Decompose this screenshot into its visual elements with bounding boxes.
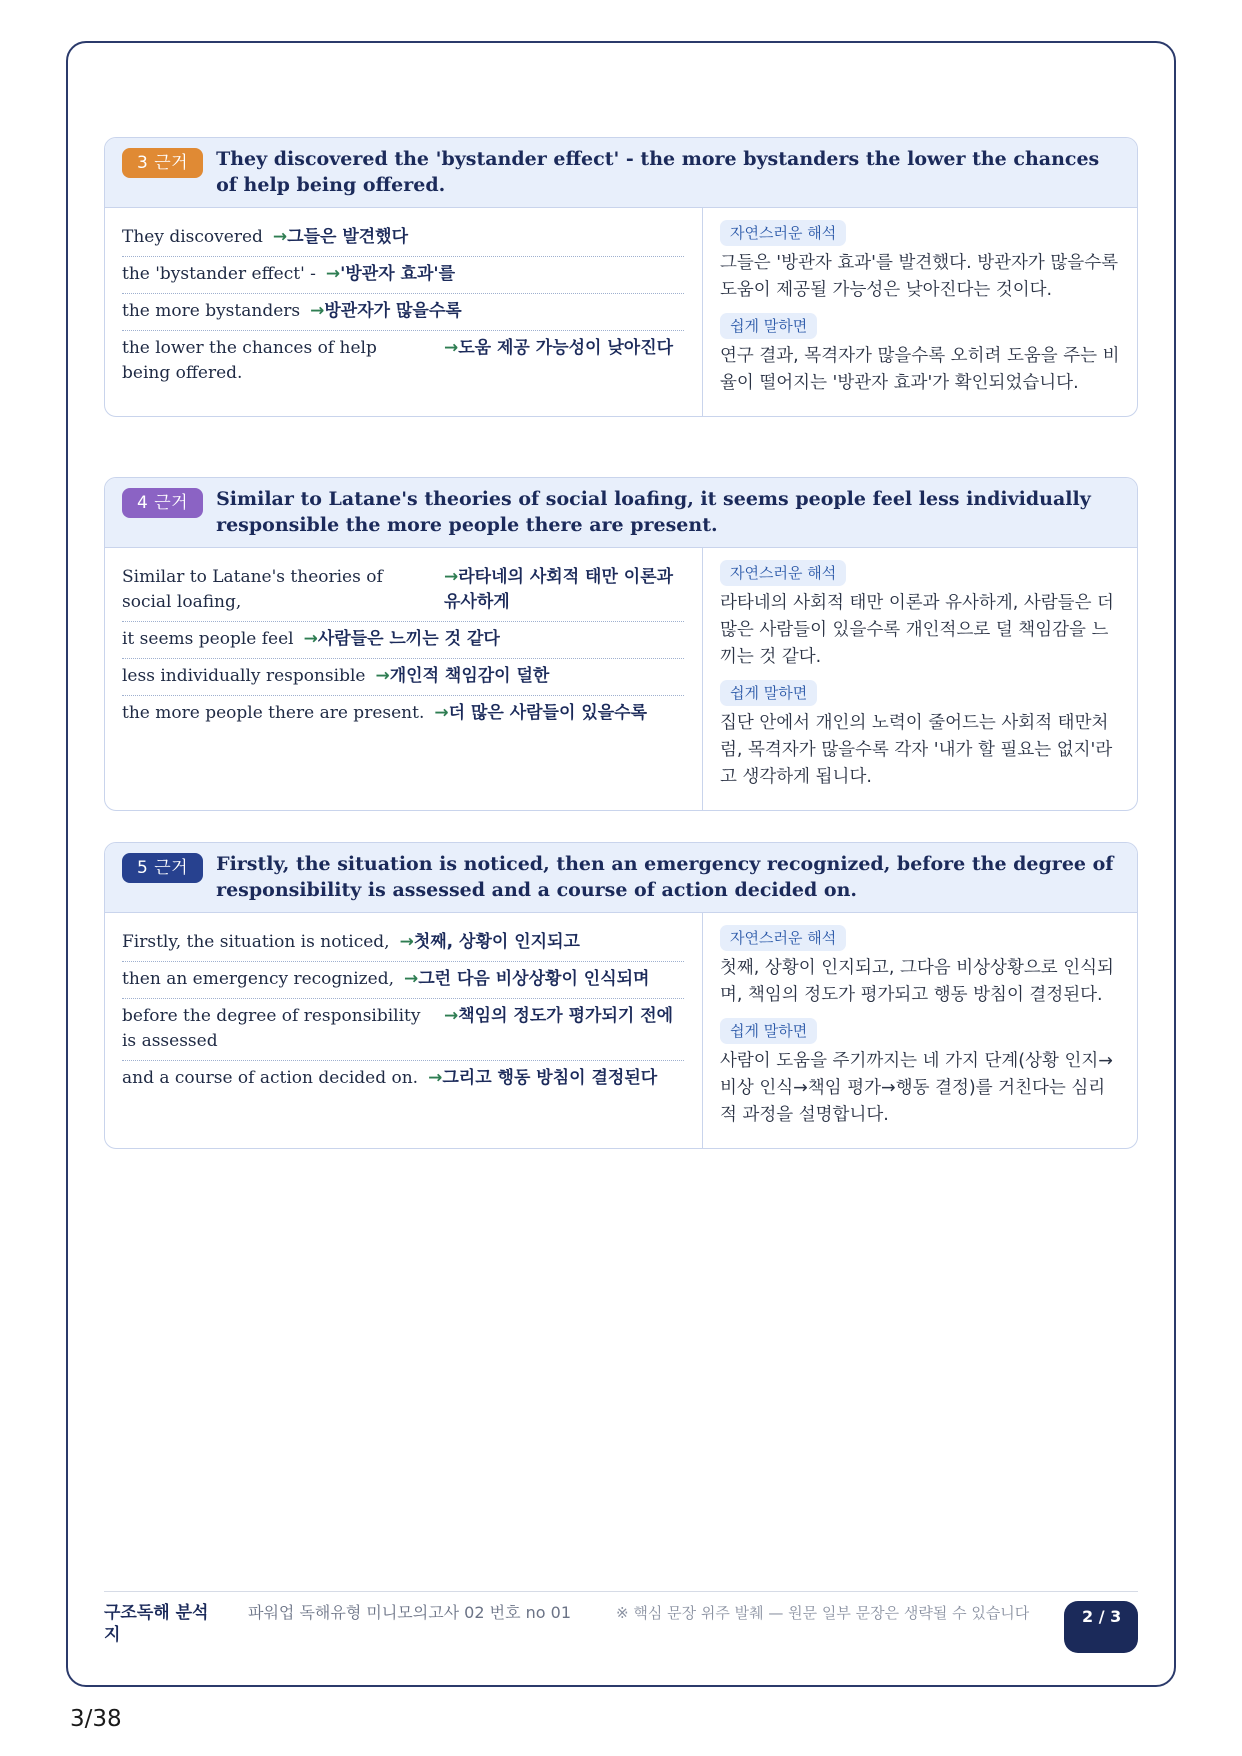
natural-translation-text: 첫째, 상황이 인지되고, 그다음 비상상황으로 인식되며, 책임의 정도가 평가되고 행동 방침이 결정된다. [720,958,1114,1005]
page-footer [104,1591,1138,1651]
chunk-row [122,220,684,257]
natural-translation-tag: 자연스러운 해석 [720,560,846,586]
chunk-english: then an emergency recognized, [122,969,394,989]
chunk-korean: →그리고 행동 방침이 결정된다 [428,1068,658,1088]
chunk-korean: →방관자가 많을수록 [310,301,462,321]
arrow-icon: → [428,1068,443,1088]
interpretation-panel [703,913,1137,1148]
chunk-english: Similar to Latane's theories of social loafing, [122,567,383,612]
chunk-row [122,622,684,659]
chunk-korean: →책임의 정도가 평가되기 전에 [444,1006,674,1026]
section-sentence: Similar to Latane's theories of social loafing, it seems people feel less individually responsible the more people there are present. [216,488,1091,536]
arrow-icon: → [325,264,341,284]
section-card-3 [104,137,1138,417]
arrow-icon: → [303,629,318,649]
document-page-counter: 3/38 [70,1706,122,1732]
interpretation-panel [703,208,1137,416]
chunk-korean: →도움 제공 가능성이 낮아진다 [444,338,674,358]
chunk-english: Firstly, the situation is noticed, [122,932,390,952]
arrow-icon: → [375,666,390,686]
easy-explanation-tag: 쉽게 말하면 [720,1018,817,1044]
chunk-english: less individually responsible [122,666,366,686]
footer-page-badge: 2 / 3 [1064,1601,1138,1653]
chunk-row [122,696,684,732]
section-body [105,548,1137,810]
chunk-korean: →개인적 책임감이 덜한 [375,666,550,686]
arrow-icon: → [434,703,449,723]
section-badge: 3 근거 [122,148,203,178]
chunk-list [105,913,703,1148]
arrow-icon: → [272,227,288,247]
section-body [105,913,1137,1148]
section-sentence: Firstly, the situation is noticed, then an emergency recognized, before the degree of responsibility is assessed and a course of action decided on. [216,853,1114,901]
easy-explanation-text: 연구 결과, 목격자가 많을수록 오히려 도움을 주는 비율이 떨어지는 '방관자 효과'가 확인되었습니다. [720,346,1120,393]
section-body [105,208,1137,416]
footer-note: ※ 핵심 문장 위주 발췌 — 원문 일부 문장은 생략될 수 있습니다 [616,1604,1030,1622]
chunk-row [122,294,684,331]
easy-explanation-tag: 쉽게 말하면 [720,313,817,339]
section-badge: 4 근거 [122,488,203,518]
chunk-row [122,560,684,622]
arrow-icon: → [444,338,459,358]
section-header [105,478,1137,548]
chunk-english: They discovered [122,227,263,247]
chunk-korean: →라타네의 사회적 태만 이론과 유사하게 [444,567,674,612]
chunk-row [122,257,684,294]
chunk-english: it seems people feel [122,629,294,649]
footer-subtitle: 파워업 독해유형 미니모의고사 02 번호 no 01 [248,1603,572,1622]
chunk-korean: →사람들은 느끼는 것 같다 [303,629,500,649]
section-card-4 [104,477,1138,811]
chunk-list [105,208,703,416]
chunk-korean: →그런 다음 비상상황이 인식되며 [403,969,650,989]
chunk-korean: →그들은 발견했다 [272,227,409,247]
chunk-row [122,962,684,999]
natural-translation-text: 그들은 '방관자 효과'를 발견했다. 방관자가 많을수록 도움이 제공될 가능성은 낮아진다는 것이다. [720,253,1119,300]
chunk-english: the more people there are present. [122,703,425,723]
chunk-english: the more bystanders [122,301,301,321]
chunk-korean: →첫째, 상황이 인지되고 [399,932,580,952]
arrow-icon: → [403,969,419,989]
chunk-row [122,659,684,696]
section-card-5 [104,842,1138,1149]
section-header [105,138,1137,208]
chunk-english: before the degree of responsibility is assessed [122,1006,421,1051]
chunk-english: the 'bystander effect' - [122,264,316,284]
natural-translation-text: 라타네의 사회적 태만 이론과 유사하게, 사람들은 더 많은 사람들이 있을수록 개인적으로 덜 책임감을 느끼는 것 같다. [720,593,1114,667]
arrow-icon: → [399,932,414,952]
section-sentence: They discovered the 'bystander effect' - the more bystanders the lower the chances of help being offered. [216,148,1100,196]
easy-explanation-text: 사람이 도움을 주기까지는 네 가지 단계(상황 인지→비상 인식→책임 평가→행동 결정)를 거친다는 심리적 과정을 설명합니다. [720,1051,1113,1125]
chunk-row [122,999,684,1061]
interpretation-panel [703,548,1137,810]
arrow-icon: → [444,1006,459,1026]
chunk-english: the lower the chances of help being offered. [122,338,377,383]
arrow-icon: → [310,301,325,321]
natural-translation-tag: 자연스러운 해석 [720,220,846,246]
chunk-korean: →더 많은 사람들이 있을수록 [434,703,648,723]
chunk-row [122,925,684,962]
easy-explanation-text: 집단 안에서 개인의 노력이 줄어드는 사회적 태만처럼, 목격자가 많을수록 각자 '내가 할 필요는 없지'라고 생각하게 됩니다. [720,713,1113,787]
footer-title: 구조독해 분석지 [104,1603,209,1645]
chunk-english: and a course of action decided on. [122,1068,419,1088]
section-badge: 5 근거 [122,853,203,883]
chunk-list [105,548,703,810]
easy-explanation-tag: 쉽게 말하면 [720,680,817,706]
chunk-korean: →'방관자 효과'를 [325,264,456,284]
arrow-icon: → [444,567,459,587]
section-header [105,843,1137,913]
chunk-row [122,331,684,392]
chunk-row [122,1061,684,1097]
natural-translation-tag: 자연스러운 해석 [720,925,846,951]
